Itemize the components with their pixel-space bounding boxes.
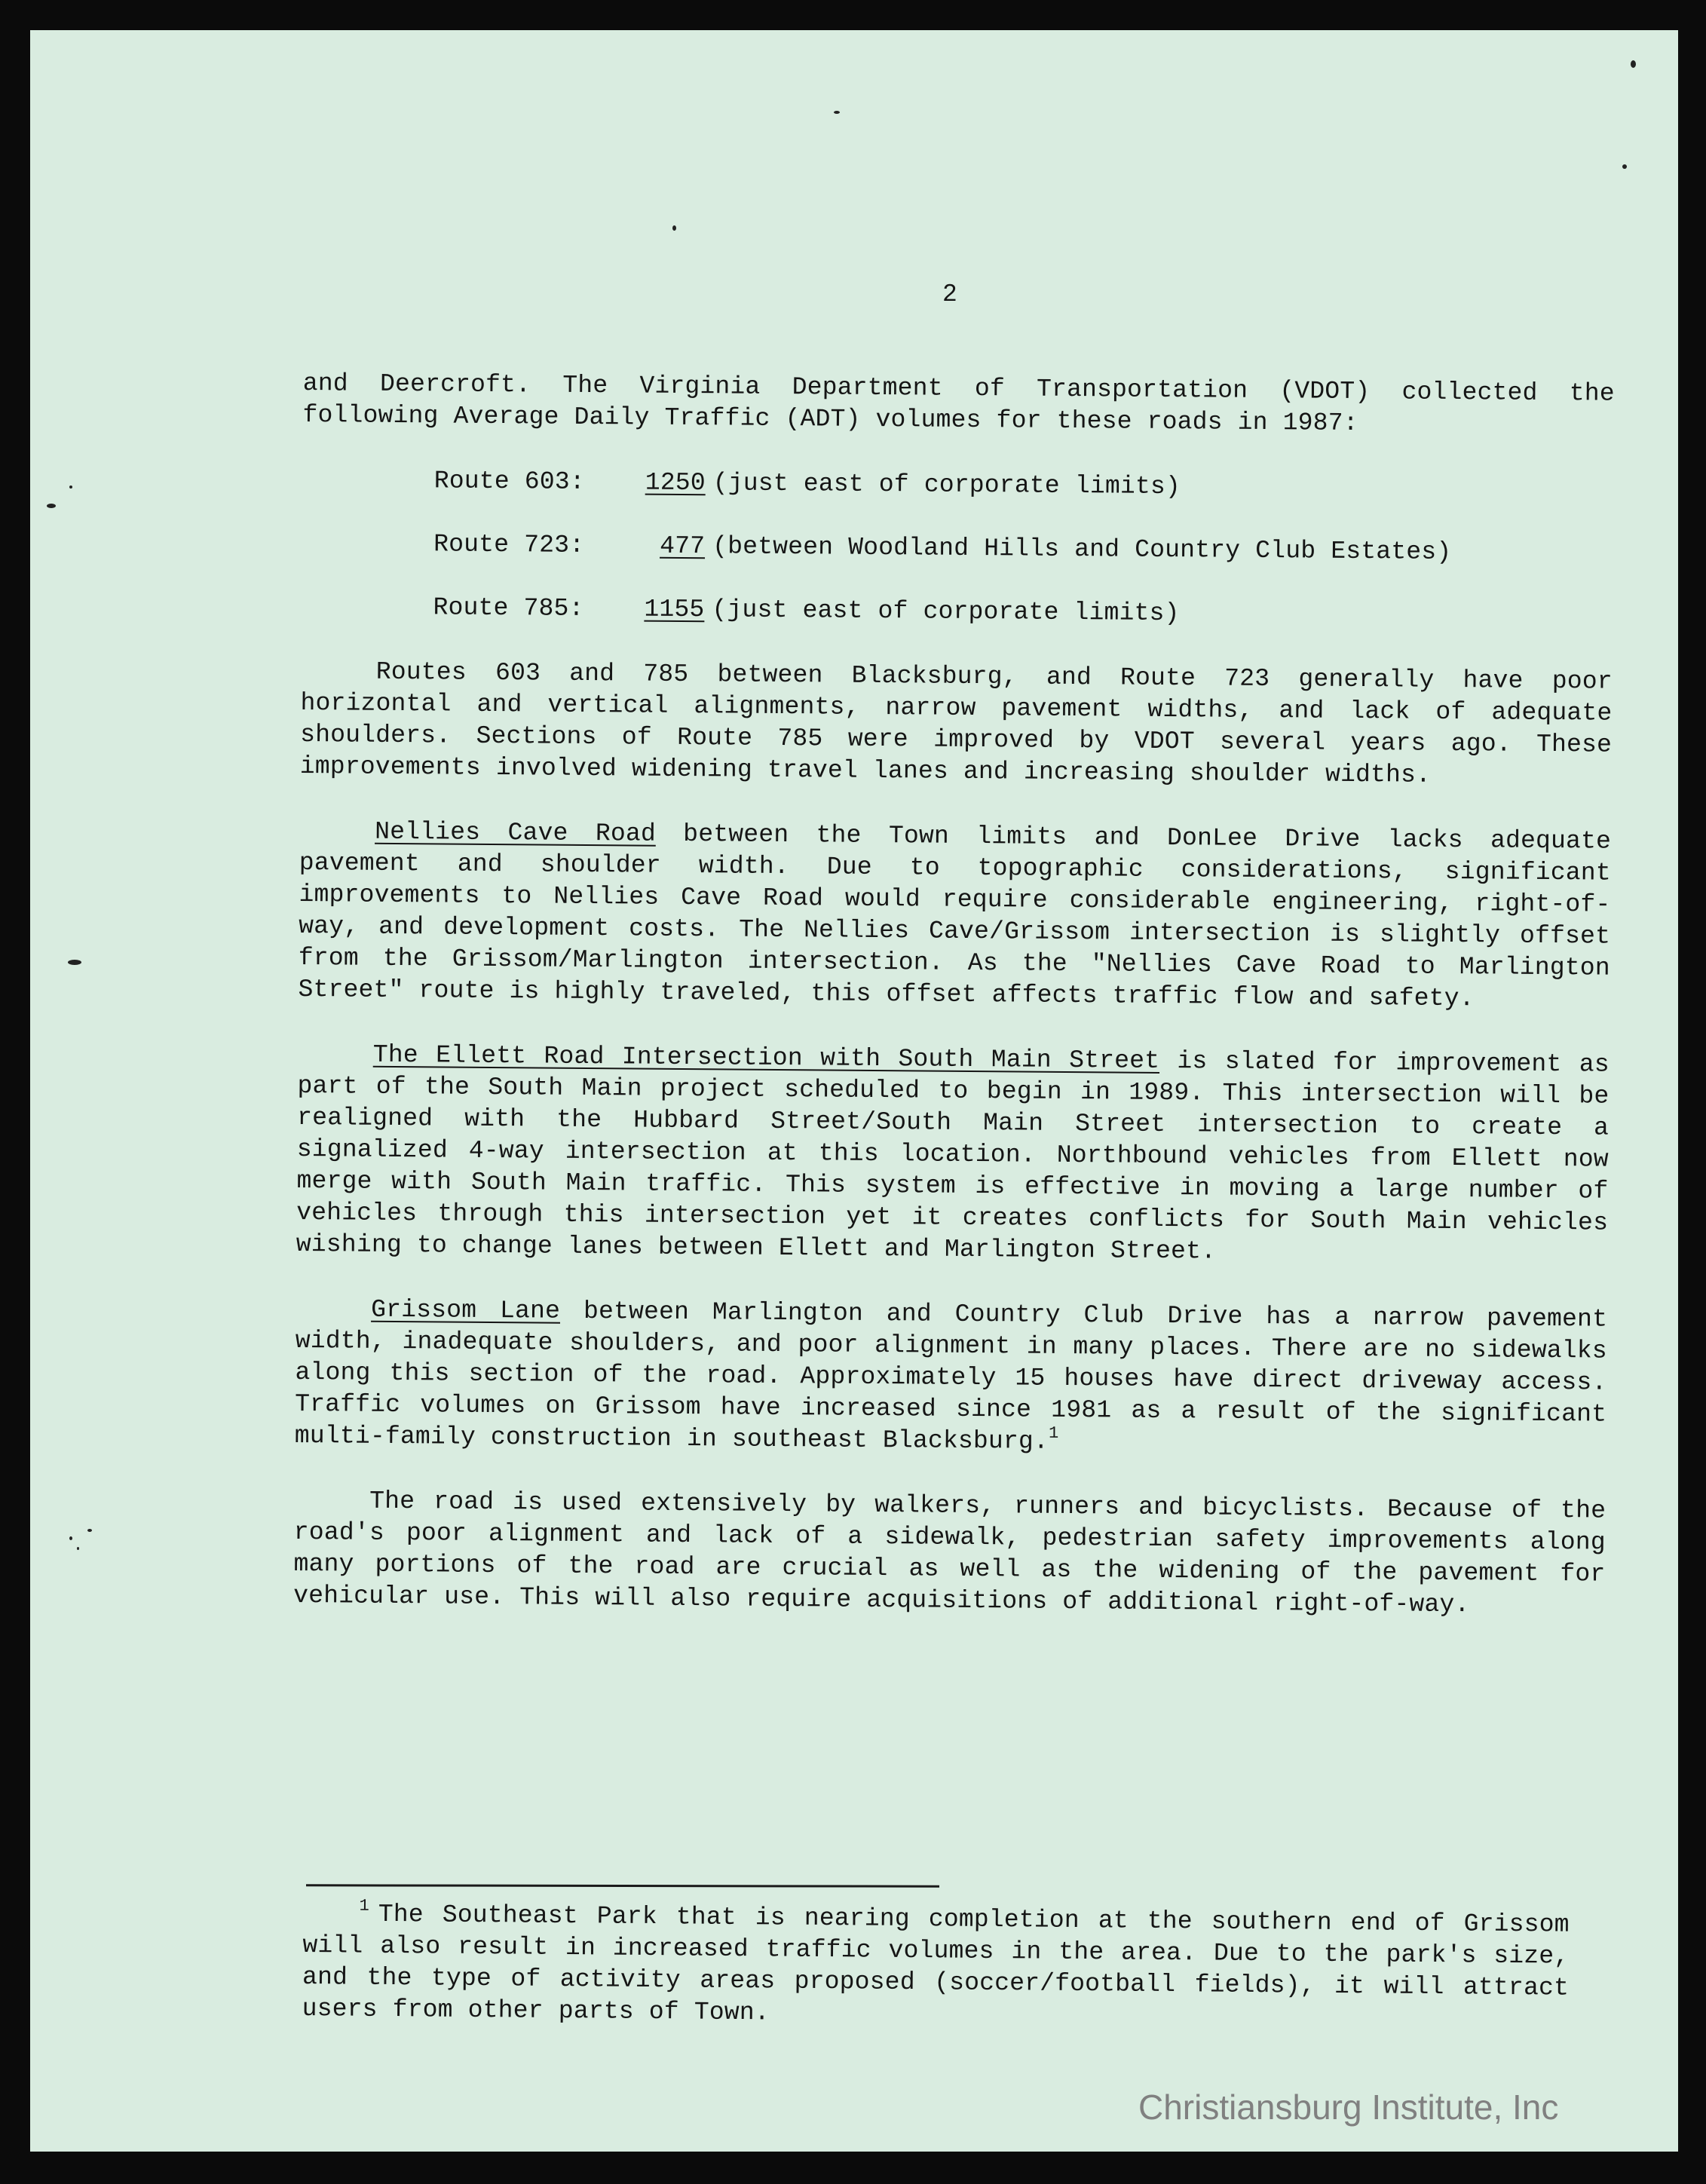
route-item	[433, 528, 1613, 569]
footnote-reference: 1	[1049, 1423, 1059, 1443]
grissom-lane-paragraph	[295, 1294, 1608, 1463]
route-name: Route 785:	[433, 593, 584, 623]
nellies-cave-text: between the Town limits and DonLee Drive lacks adequate pavement and shoulder width. Due to topographic considerations, significant improvements to Nellies Cave Road would require considerable engineering, right-of-way, and development costs. The Nellies Cave/Grissom intersection is slightly offset from the Grissom/Marlington intersection. As the "Nellies Cave Road to Marlington Street" route is highly traveled, this offset affects traffic flow and safety.	[298, 819, 1612, 1013]
grissom-lane-text: between Marlington and Country Club Drive has a narrow pavement width, inadequate shoulders, and poor alignment in many places. There are no sidewalks along this section of the road. Approximately 15 houses have direct driveway access. Traffic volumes on Grissom have increased since 1981 as a result of the significant multi-family construction in southeast Blacksburg.	[294, 1297, 1608, 1456]
grissom-lane-heading: Grissom Lane	[371, 1295, 561, 1325]
scanned-page	[30, 30, 1678, 2152]
route-note: (just east of corporate limits)	[712, 469, 1181, 501]
road-use-paragraph	[293, 1485, 1606, 1622]
route-name: Route 603:	[433, 467, 586, 496]
routes-condition-text: Routes 603 and 785 between Blacksburg, and Route 723 generally have poor horizontal and vertical alignments, narrow pavement widths, and lack of adequate shoulders. Sections of Route 785 were improved by VDOT several years ago. These improvements involved widening travel lanes and increasing shoulder widths.	[299, 657, 1613, 789]
page-number: 2	[942, 280, 958, 308]
scan-speck	[47, 504, 56, 508]
adt-volume: 1155	[644, 595, 705, 624]
route-note: (just east of corporate limits)	[712, 596, 1180, 628]
footnote-divider	[306, 1884, 939, 1887]
adt-volume: 1250	[645, 468, 706, 498]
ellett-road-text: is slated for improvement as part of the South Main project scheduled to begin in 1989. This intersection will be realigned with the Hubbard Street/South Main Street intersection to create a signalized 4-way intersection at this location. Northbound vehicles from Ellett now merge with South Main traffic. This system is effective in moving a large number of vehicles through this intersection yet it creates conflicts for South Main vehicles wishing to change lanes between Ellett and Marlington Street.	[296, 1046, 1610, 1266]
route-name: Route 723:	[433, 530, 585, 559]
scan-speck	[1622, 164, 1627, 169]
watermark: Christiansburg Institute, Inc	[1138, 2088, 1559, 2127]
nellies-cave-paragraph	[298, 816, 1611, 1016]
scan-speck	[672, 225, 676, 231]
adt-route-list	[433, 465, 1614, 633]
intro-paragraph: and Deercroft. The Virginia Department of Transportation (VDOT) collected the following Average Daily Traffic (ADT) volumes for these roads in 1987:	[302, 369, 1615, 437]
body-text	[293, 368, 1615, 1622]
route-item	[434, 465, 1614, 506]
routes-condition-paragraph	[300, 656, 1613, 793]
footnote	[302, 1898, 1570, 2036]
nellies-cave-heading: Nellies Cave Road	[375, 817, 657, 848]
scan-speck	[87, 1529, 92, 1532]
scan-speck	[77, 1547, 79, 1550]
footnote-number: 1	[359, 1896, 370, 1916]
scan-speck	[69, 486, 72, 489]
adt-volume: 477	[659, 531, 706, 561]
scan-speck	[834, 111, 840, 114]
footnote-text: The Southeast Park that is nearing completion at the southern end of Grissom will also result in increased traffic volumes in the area. Due to the park's size, and the type of activity areas proposed (soccer/football fields), it will attract users from other parts of Town.	[302, 1900, 1570, 2027]
road-use-text: The road is used extensively by walkers, runners and bicyclists. Because of the road's poor alignment and lack of a sidewalk, pedestrian safety improvements along many portions of the road are crucial as well as the widening of the pavement for vehicular use. This will also require acquisitions of additional right-of-way.	[293, 1487, 1606, 1619]
route-note: (between Woodland Hills and Country Club Estates)	[712, 532, 1452, 566]
scan-speck	[69, 1536, 72, 1540]
ellett-road-paragraph	[296, 1039, 1610, 1271]
scan-speck	[68, 960, 81, 965]
ellett-road-heading: The Ellett Road Intersection with South Main Street	[372, 1040, 1160, 1075]
route-item	[433, 592, 1613, 633]
scan-speck	[1631, 60, 1636, 68]
